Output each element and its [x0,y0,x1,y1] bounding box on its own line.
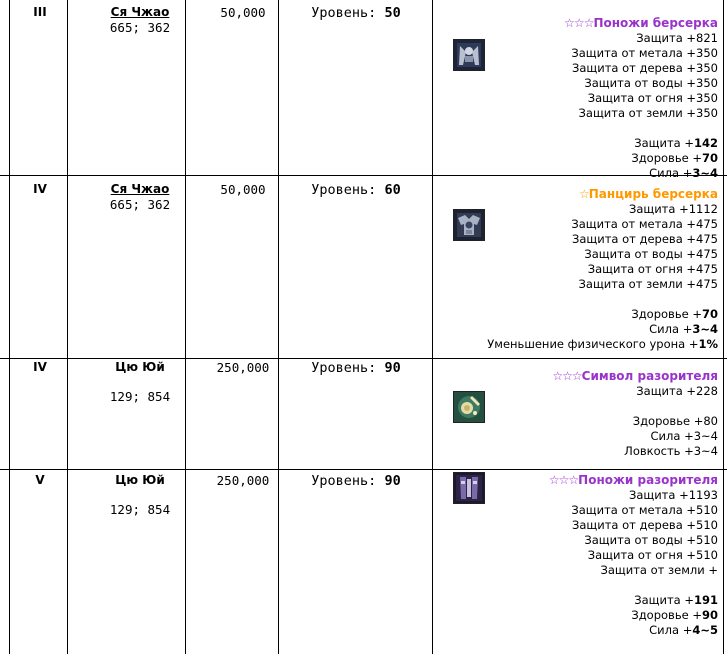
stat-line: Защита от воды +475 [584,247,718,261]
item-name: Панцирь берсерка [588,187,718,201]
bonus-line: Здоровье +90 [631,608,718,622]
stat-line: Защита +1193 [628,488,718,502]
price-cell: 250,000 [216,473,270,488]
rank-cell: IV [33,360,47,374]
bonus-line: Ловкость +3~4 [624,444,718,458]
stat-line: Защита от воды +510 [584,533,718,547]
stat-line: Защита от огня +510 [587,548,718,562]
row-divider [0,469,727,470]
item-name: Поножи берсерка [593,16,718,30]
level-cell [288,360,424,376]
npc-name: Цю Юй [115,360,165,374]
row-divider [0,358,727,359]
item-title [434,369,718,384]
column-divider [67,0,68,654]
level-cell [288,182,424,198]
npc-cell [70,5,210,35]
stars-icon: ☆☆☆ [564,16,594,30]
stat-line: Защита от земли +475 [578,277,718,291]
price-cell: 250,000 [216,360,270,375]
npc-coords: 665; 362 [109,197,171,212]
stat-line: Защита от дерева +475 [572,232,718,246]
bonus-line: Здоровье +70 [631,307,718,321]
destroyer-greaves-icon [453,472,485,504]
stat-line: Защита от огня +475 [587,262,718,276]
stat-line: Защита от метала +350 [571,46,718,60]
destroyer-symbol-icon [453,391,485,423]
npc-name: Цю Юй [115,473,165,487]
item-name: Поножи разорителя [578,473,718,487]
level-value: 60 [384,182,401,198]
bonus-line: Сила +3~4 [649,166,718,180]
column-divider [432,0,433,654]
rank-cell: V [35,473,45,487]
stat-line: Защита от дерева +350 [572,61,718,75]
bonus-line: Защита +142 [634,136,718,150]
stat-line: Защита от земли +350 [578,106,718,120]
bonus-line: Сила +4~5 [649,623,718,637]
level-label: Уровень: [311,182,377,198]
rank-cell: III [33,5,47,19]
level-label: Уровень: [311,473,377,489]
level-value: 50 [384,5,401,21]
npc-coords: 129; 854 [109,502,171,517]
stat-line: Защита +1112 [628,202,718,216]
item-name: Символ разорителя [581,369,718,383]
npc-coords: 129; 854 [109,389,171,404]
bonus-line: Защита +191 [634,593,718,607]
npc-name-link[interactable]: Ся Чжао [110,182,170,196]
stat-line: Защита от дерева +510 [572,518,718,532]
stat-line: Защита от земли + [600,563,718,577]
column-divider [278,0,279,654]
npc-coords: 665; 362 [109,20,171,35]
item-title [434,16,718,31]
npc-cell [70,360,210,404]
price-cell: 50,000 [220,182,266,197]
level-label: Уровень: [311,360,377,376]
level-value: 90 [384,360,401,376]
npc-name-link[interactable]: Ся Чжао [110,5,170,19]
stat-line: Защита +228 [636,384,718,398]
level-cell [288,5,424,21]
stat-line: Защита от метала +510 [571,503,718,517]
stat-line: Защита от огня +350 [587,91,718,105]
stat-line: Защита от метала +475 [571,217,718,231]
berserker-armor-icon [453,209,485,241]
bonus-line: Сила +3~4 [649,322,718,336]
bonus-line: Уменьшение физического урона +1% [487,337,718,351]
berserker-greaves-icon [453,39,485,71]
rank-cell: IV [33,182,47,196]
price-cell: 50,000 [220,5,266,20]
table-border-left [9,0,10,654]
npc-cell [70,182,210,212]
table-border-right [723,0,724,654]
bonus-line: Здоровье +70 [631,151,718,165]
stat-line: Защита от воды +350 [584,76,718,90]
level-label: Уровень: [311,5,377,21]
stars-icon: ☆ [578,187,589,201]
level-value: 90 [384,473,401,489]
level-cell [288,473,424,489]
stat-line: Защита +821 [636,31,718,45]
npc-cell [70,473,210,517]
item-title [434,187,718,202]
bonus-line: Здоровье +80 [632,414,718,428]
stars-icon: ☆☆☆ [552,369,582,383]
stars-icon: ☆☆☆ [548,473,579,487]
column-divider [185,0,186,654]
bonus-line: Сила +3~4 [650,429,718,443]
